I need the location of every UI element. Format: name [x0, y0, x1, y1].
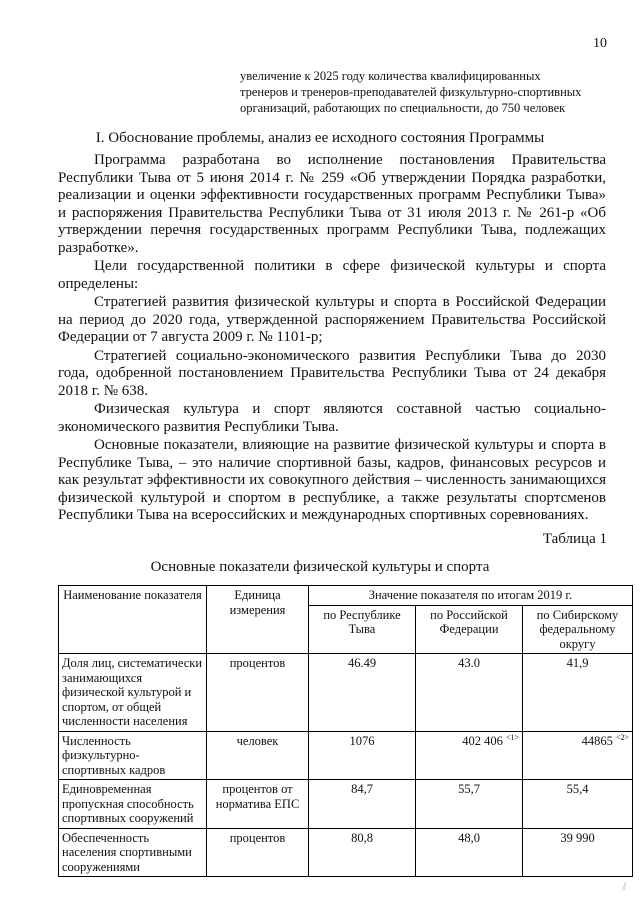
cell-name: Обеспеченность населения спортивными сооружениями: [59, 828, 207, 877]
cell-name: Единовременная пропускная способность спортивных сооружений: [59, 780, 207, 829]
paragraph: Основные показатели, влияющие на развитие физической культуры и спорта в Республике Тыва, – это наличие спортивной базы, кадров, финансовых ресурсов и как результат эффективности их совокупного действия – численность занимающихся физической культурой и спортом в республике, а также результаты спортсменов Республики Тыва на всероссийских и международных спортивных соревнованиях.: [58, 437, 606, 523]
cell-name: Доля лиц, систематически занимающихся физической культурой и спортом, от общей численности населения: [59, 654, 207, 732]
cell-unit: процентов: [207, 828, 309, 877]
table-title: Основные показатели физической культуры и спорта: [150, 559, 490, 575]
header-name: Наименование показателя: [59, 586, 207, 654]
table-label: Таблица 1: [542, 531, 607, 547]
indicators-table: [58, 585, 633, 877]
section-heading: I. Обоснование проблемы, анализ ее исходного состояния Программы: [95, 130, 545, 146]
table-header-row: [59, 586, 633, 606]
header-tyva: по Республике Тыва: [309, 605, 416, 654]
cell-unit: процентов: [207, 654, 309, 732]
header-sfo: по Сибирскому федеральному округу: [523, 605, 633, 654]
table-row: [59, 780, 633, 829]
cell-rf: [416, 731, 523, 780]
paragraph: Физическая культура и спорт являются составной частью социально-экономического развития Республики Тыва.: [58, 401, 606, 435]
scan-mark-icon: ⁄⁄: [620, 881, 628, 894]
table-row: [59, 731, 633, 780]
cell-rf: 55,7: [416, 780, 523, 829]
header-unit: Единица измерения: [207, 586, 309, 654]
body-text: [58, 152, 606, 526]
cell-unit: человек: [207, 731, 309, 780]
cell-tyva: 80,8: [309, 828, 416, 877]
table-row: [59, 828, 633, 877]
cell-sfo-value: 44865: [581, 733, 613, 748]
cell-sfo: 39 990: [523, 828, 633, 877]
paragraph: Цели государственной политики в сфере физической культуры и спорта определены:: [58, 258, 606, 292]
footnote-ref: <1>: [505, 732, 519, 742]
footnote-ref: <2>: [615, 732, 630, 742]
page-number: 10: [593, 36, 607, 51]
cell-tyva: 46.49: [309, 654, 416, 732]
paragraph: Стратегией социально-экономического развития Республики Тыва до 2030 года, одобренной постановлением Правительства Республики Тыва от 24 декабря 2018 г. № 638.: [58, 347, 606, 399]
cell-tyva: 1076: [309, 731, 416, 780]
table-row: [59, 654, 633, 732]
paragraph: Программа разработана во исполнение постановления Правительства Республики Тыва от 5 июня 2014 г. № 259 «Об утверждении Порядка разработки, реализации и оценки эффективности государственных программ Республики Тыва» и распоряжения Правительства Республики Тыва от 31 июля 2013 г. № 261-р «Об утверждении перечня государственных программ Республики Тыва, подлежащих разработке».: [58, 152, 606, 256]
cell-sfo: [523, 731, 633, 780]
header-group: Значение показателя по итогам 2019 г.: [309, 586, 633, 606]
cell-rf: 43.0: [416, 654, 523, 732]
cell-rf: 48,0: [416, 828, 523, 877]
cell-tyva: 84,7: [309, 780, 416, 829]
cell-sfo: 55,4: [523, 780, 633, 829]
cell-unit: процентов от норматива ЕПС: [207, 780, 309, 829]
cell-rf-value: 402 406: [462, 733, 503, 748]
paragraph: Стратегией развития физической культуры и спорта в Российской Федерации на период до 2020 года, утвержденной распоряжением Правительства Российской Федерации от 7 августа 2009 г. № 1101-р;: [58, 294, 606, 345]
header-rf: по Российской Федерации: [416, 605, 523, 654]
cell-sfo: 41,9: [523, 654, 633, 732]
cell-name: Численность физкультурно-спортивных кадров: [59, 731, 207, 780]
previous-table-cell-text: увеличение к 2025 году количества квалифицированных тренеров и тренеров-преподавателей физкультурно-спортивных организаций, работающих по специальности, до 750 человек: [240, 69, 582, 115]
